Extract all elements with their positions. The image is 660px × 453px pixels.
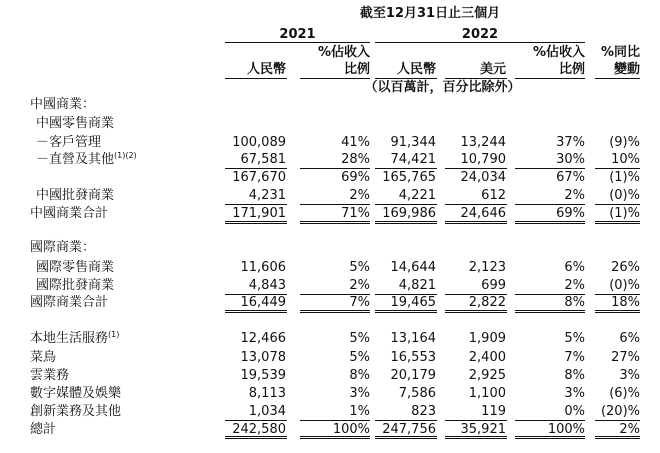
international-commerce-total-row-label: 國際商業合計 <box>30 295 109 310</box>
china-wholesale-row-rmb-2022: 4,221 <box>398 188 436 203</box>
header-rule-pct-2021 <box>300 78 370 79</box>
subtotal-rule-3 <box>445 168 507 169</box>
grand-total-row-pct-2022: 100% <box>547 422 585 437</box>
international-retail-row-rmb-2021: 11,606 <box>240 260 286 275</box>
china-wholesale-row-pct-2021: 2% <box>349 188 370 203</box>
international-retail-row-yoy: 26% <box>611 260 640 275</box>
grand-total-row-rmb-2021: 242,580 <box>232 422 286 437</box>
china-commerce-total-row-pct-2022: 69% <box>556 206 585 221</box>
local-services-row-rmb-2021: 12,466 <box>240 331 286 346</box>
international-commerce-total-row-pct-2021: 7% <box>349 295 370 310</box>
international-wholesale-row-pct-2021: 2% <box>349 278 370 293</box>
china-wholesale-row-yoy: (0)% <box>609 188 640 203</box>
international-total-rule-2 <box>375 294 437 295</box>
china-commerce-total-row-rmb-2022: 169,986 <box>382 206 436 221</box>
local-services-row-pct-2022: 5% <box>564 331 585 346</box>
footnote-marker: (1) <box>108 330 120 339</box>
grand-total-rule-5 <box>595 420 640 421</box>
international-commerce-total-row-yoy: 18% <box>611 295 640 310</box>
local-services-row-yoy: 6% <box>619 331 640 346</box>
customer-management-row-pct-2022: 37% <box>556 135 585 150</box>
grand-total-double-rule-2 <box>375 436 437 439</box>
china-total-double-rule-5 <box>595 221 640 224</box>
header-rule-rmb-2022 <box>375 78 437 79</box>
international-retail-row-usd-2022: 2,123 <box>468 260 506 275</box>
subtotal-rule-2 <box>375 168 437 169</box>
innovation-row-rmb-2022: 823 <box>411 404 436 419</box>
cloud-row-pct-2022: 8% <box>564 368 585 383</box>
direct-sales-row-usd-2022: 10,790 <box>460 152 506 167</box>
international-total-rule-1 <box>300 294 370 295</box>
subtotal-rule-1 <box>300 168 370 169</box>
grand-total-row-usd-2022: 35,921 <box>460 422 506 437</box>
international-wholesale-row-rmb-2021: 4,843 <box>248 278 286 293</box>
international-commerce-total-row-rmb-2022: 19,465 <box>390 295 436 310</box>
year-2022-underline <box>375 42 585 43</box>
digital-media-row-yoy: (6)% <box>609 386 640 401</box>
china-total-rule-4 <box>515 204 585 205</box>
header-rule-usd-2022 <box>445 78 507 79</box>
china-retail-subtotal-row-usd-2022: 24,034 <box>460 170 506 185</box>
china-commerce-heading-label: 中國商業： <box>30 97 96 112</box>
international-commerce-heading-label: 國際商業： <box>30 240 96 255</box>
customer-management-row-label: －客戶管理 <box>36 135 102 150</box>
year-2021-underline <box>225 42 370 43</box>
grand-total-row-yoy: 2% <box>619 422 640 437</box>
china-retail-subtotal-row-rmb-2022: 165,765 <box>382 170 436 185</box>
china-total-rule-2 <box>375 204 437 205</box>
cainiao-row-yoy: 27% <box>611 350 640 365</box>
china-commerce-total-row-label: 中國商業合計 <box>30 206 109 221</box>
digital-media-row-pct-2021: 3% <box>349 386 370 401</box>
china-commerce-total-row-usd-2022: 24,646 <box>460 206 506 221</box>
col-usd-2022: 美元 <box>479 62 506 77</box>
international-wholesale-row-pct-2022: 2% <box>564 278 585 293</box>
customer-management-row-yoy: (9)% <box>609 135 640 150</box>
international-total-double-rule-2 <box>375 310 437 313</box>
direct-sales-row-pct-2022: 30% <box>556 152 585 167</box>
year-2022-heading: 2022 <box>461 27 499 42</box>
china-retail-subtotal-row-pct-2021: 69% <box>341 170 370 185</box>
china-total-double-rule-1 <box>300 221 370 224</box>
col-pct-2021-line1: %佔收入 <box>317 45 370 60</box>
china-retail-subtotal-row-yoy: (1)% <box>609 170 640 185</box>
innovation-row-label: 創新業務及其他 <box>30 404 122 419</box>
grand-total-double-rule-3 <box>445 436 507 439</box>
china-total-double-rule-4 <box>515 221 585 224</box>
grand-total-rule-2 <box>375 420 437 421</box>
international-total-double-rule-4 <box>515 310 585 313</box>
direct-sales-row-label: －直營及其他$^{(1)(2)}$ <box>36 151 137 167</box>
digital-media-row-usd-2022: 1,100 <box>468 386 506 401</box>
international-total-double-rule-1 <box>300 310 370 313</box>
innovation-row-usd-2022: 119 <box>481 404 506 419</box>
china-wholesale-row-usd-2022: 612 <box>481 188 506 203</box>
innovation-row-yoy: (20)% <box>600 404 640 419</box>
cloud-row-pct-2021: 8% <box>349 368 370 383</box>
international-wholesale-row-label: 國際批發商業 <box>36 278 115 293</box>
digital-media-row-rmb-2022: 7,586 <box>398 386 436 401</box>
china-commerce-total-row-yoy: (1)% <box>609 206 640 221</box>
innovation-row-rmb-2021: 1,034 <box>248 404 286 419</box>
china-total-rule-1 <box>300 204 370 205</box>
customer-management-row-usd-2022: 13,244 <box>460 135 506 150</box>
international-retail-row-pct-2022: 6% <box>564 260 585 275</box>
international-commerce-total-row-usd-2022: 2,822 <box>468 295 506 310</box>
grand-total-row-label: 總計 <box>30 422 57 437</box>
grand-total-double-rule-4 <box>515 436 585 439</box>
international-retail-row-rmb-2022: 14,644 <box>390 260 436 275</box>
grand-total-rule-1 <box>300 420 370 421</box>
cloud-row-usd-2022: 2,925 <box>468 368 506 383</box>
local-services-row-rmb-2022: 13,164 <box>390 331 436 346</box>
cloud-row-rmb-2021: 19,539 <box>240 368 286 383</box>
subtotal-rule-0 <box>225 168 287 169</box>
cainiao-row-rmb-2021: 13,078 <box>240 350 286 365</box>
col-rmb-2021: 人民幣 <box>246 62 286 77</box>
international-total-double-rule-3 <box>445 310 507 313</box>
international-total-double-rule-5 <box>595 310 640 313</box>
local-services-row-usd-2022: 1,909 <box>468 331 506 346</box>
subtotal-rule-4 <box>515 168 585 169</box>
china-retail-subtotal-row-pct-2022: 67% <box>556 170 585 185</box>
china-commerce-total-row-rmb-2021: 171,901 <box>232 206 286 221</box>
china-wholesale-row-rmb-2021: 4,231 <box>248 188 286 203</box>
international-wholesale-row-usd-2022: 699 <box>481 278 506 293</box>
grand-total-double-rule-0 <box>225 436 287 439</box>
china-retail-heading-label: 中國零售商業 <box>36 116 115 131</box>
cainiao-row-pct-2022: 7% <box>564 350 585 365</box>
cainiao-row-rmb-2022: 16,553 <box>390 350 436 365</box>
cainiao-row-pct-2021: 5% <box>349 350 370 365</box>
china-total-double-rule-0 <box>225 221 287 224</box>
header-rule-yoy <box>595 78 640 79</box>
digital-media-row-label: 數字媒體及娛樂 <box>30 386 122 401</box>
customer-management-row-rmb-2022: 91,344 <box>390 135 436 150</box>
header-rule-pct-2022 <box>515 78 585 79</box>
china-wholesale-row-label: 中國批發商業 <box>36 188 115 203</box>
year-2021-heading: 2021 <box>279 27 316 42</box>
unit-note: （以百萬計，百分比除外） <box>364 80 521 95</box>
international-total-rule-0 <box>225 294 287 295</box>
grand-total-rule-3 <box>445 420 507 421</box>
china-total-rule-3 <box>445 204 507 205</box>
cainiao-row-usd-2022: 2,400 <box>468 350 506 365</box>
china-wholesale-row-pct-2022: 2% <box>564 188 585 203</box>
col-yoy-line1: %同比 <box>600 45 640 60</box>
subtotal-rule-5 <box>595 168 640 169</box>
international-wholesale-row-yoy: (0)% <box>609 278 640 293</box>
digital-media-row-pct-2022: 3% <box>564 386 585 401</box>
cloud-row-rmb-2022: 20,179 <box>390 368 436 383</box>
cainiao-row-label: 菜鳥 <box>30 350 57 365</box>
customer-management-row-rmb-2021: 100,089 <box>232 135 286 150</box>
grand-total-double-rule-5 <box>595 436 640 439</box>
header-rule-rmb-2021 <box>225 78 287 79</box>
direct-sales-row-rmb-2021: 67,581 <box>240 152 286 167</box>
international-retail-row-pct-2021: 5% <box>349 260 370 275</box>
china-commerce-total-row-pct-2021: 71% <box>341 206 370 221</box>
china-total-rule-0 <box>225 204 287 205</box>
col-yoy-line2: 變動 <box>613 62 640 77</box>
international-total-double-rule-0 <box>225 310 287 313</box>
col-pct-2021-line2: 比例 <box>343 62 370 77</box>
cloud-row-label: 雲業務 <box>30 368 70 383</box>
direct-sales-row-rmb-2022: 74,421 <box>390 152 436 167</box>
china-total-rule-5 <box>595 204 640 205</box>
period-heading: 截至12月31日止三個月 <box>359 6 501 21</box>
china-total-double-rule-3 <box>445 221 507 224</box>
international-wholesale-row-rmb-2022: 4,821 <box>398 278 436 293</box>
grand-total-row-pct-2021: 100% <box>332 422 370 437</box>
international-total-rule-3 <box>445 294 507 295</box>
innovation-row-pct-2022: 0% <box>564 404 585 419</box>
direct-sales-row-yoy: 10% <box>611 152 640 167</box>
grand-total-rule-0 <box>225 420 287 421</box>
innovation-row-pct-2021: 1% <box>349 404 370 419</box>
cloud-row-yoy: 3% <box>619 368 640 383</box>
col-pct-2022-line2: 比例 <box>558 62 585 77</box>
customer-management-row-pct-2021: 41% <box>341 135 370 150</box>
international-commerce-total-row-rmb-2021: 16,449 <box>240 295 286 310</box>
china-total-double-rule-2 <box>375 221 437 224</box>
footnote-marker: (1)(2) <box>114 151 137 160</box>
international-retail-row-label: 國際零售商業 <box>36 260 115 275</box>
international-commerce-total-row-pct-2022: 8% <box>564 295 585 310</box>
direct-sales-row-pct-2021: 28% <box>341 152 370 167</box>
col-rmb-2022: 人民幣 <box>396 62 436 77</box>
grand-total-rule-4 <box>515 420 585 421</box>
local-services-row-pct-2021: 5% <box>349 331 370 346</box>
international-total-rule-5 <box>595 294 640 295</box>
china-retail-subtotal-row-rmb-2021: 167,670 <box>232 170 286 185</box>
international-total-rule-4 <box>515 294 585 295</box>
local-services-row-label: 本地生活服務$^{(1)}$ <box>30 330 120 346</box>
grand-total-row-rmb-2022: 247,756 <box>382 422 436 437</box>
col-pct-2022-line1: %佔收入 <box>532 45 585 60</box>
digital-media-row-rmb-2021: 8,113 <box>248 386 286 401</box>
grand-total-double-rule-1 <box>300 436 370 439</box>
